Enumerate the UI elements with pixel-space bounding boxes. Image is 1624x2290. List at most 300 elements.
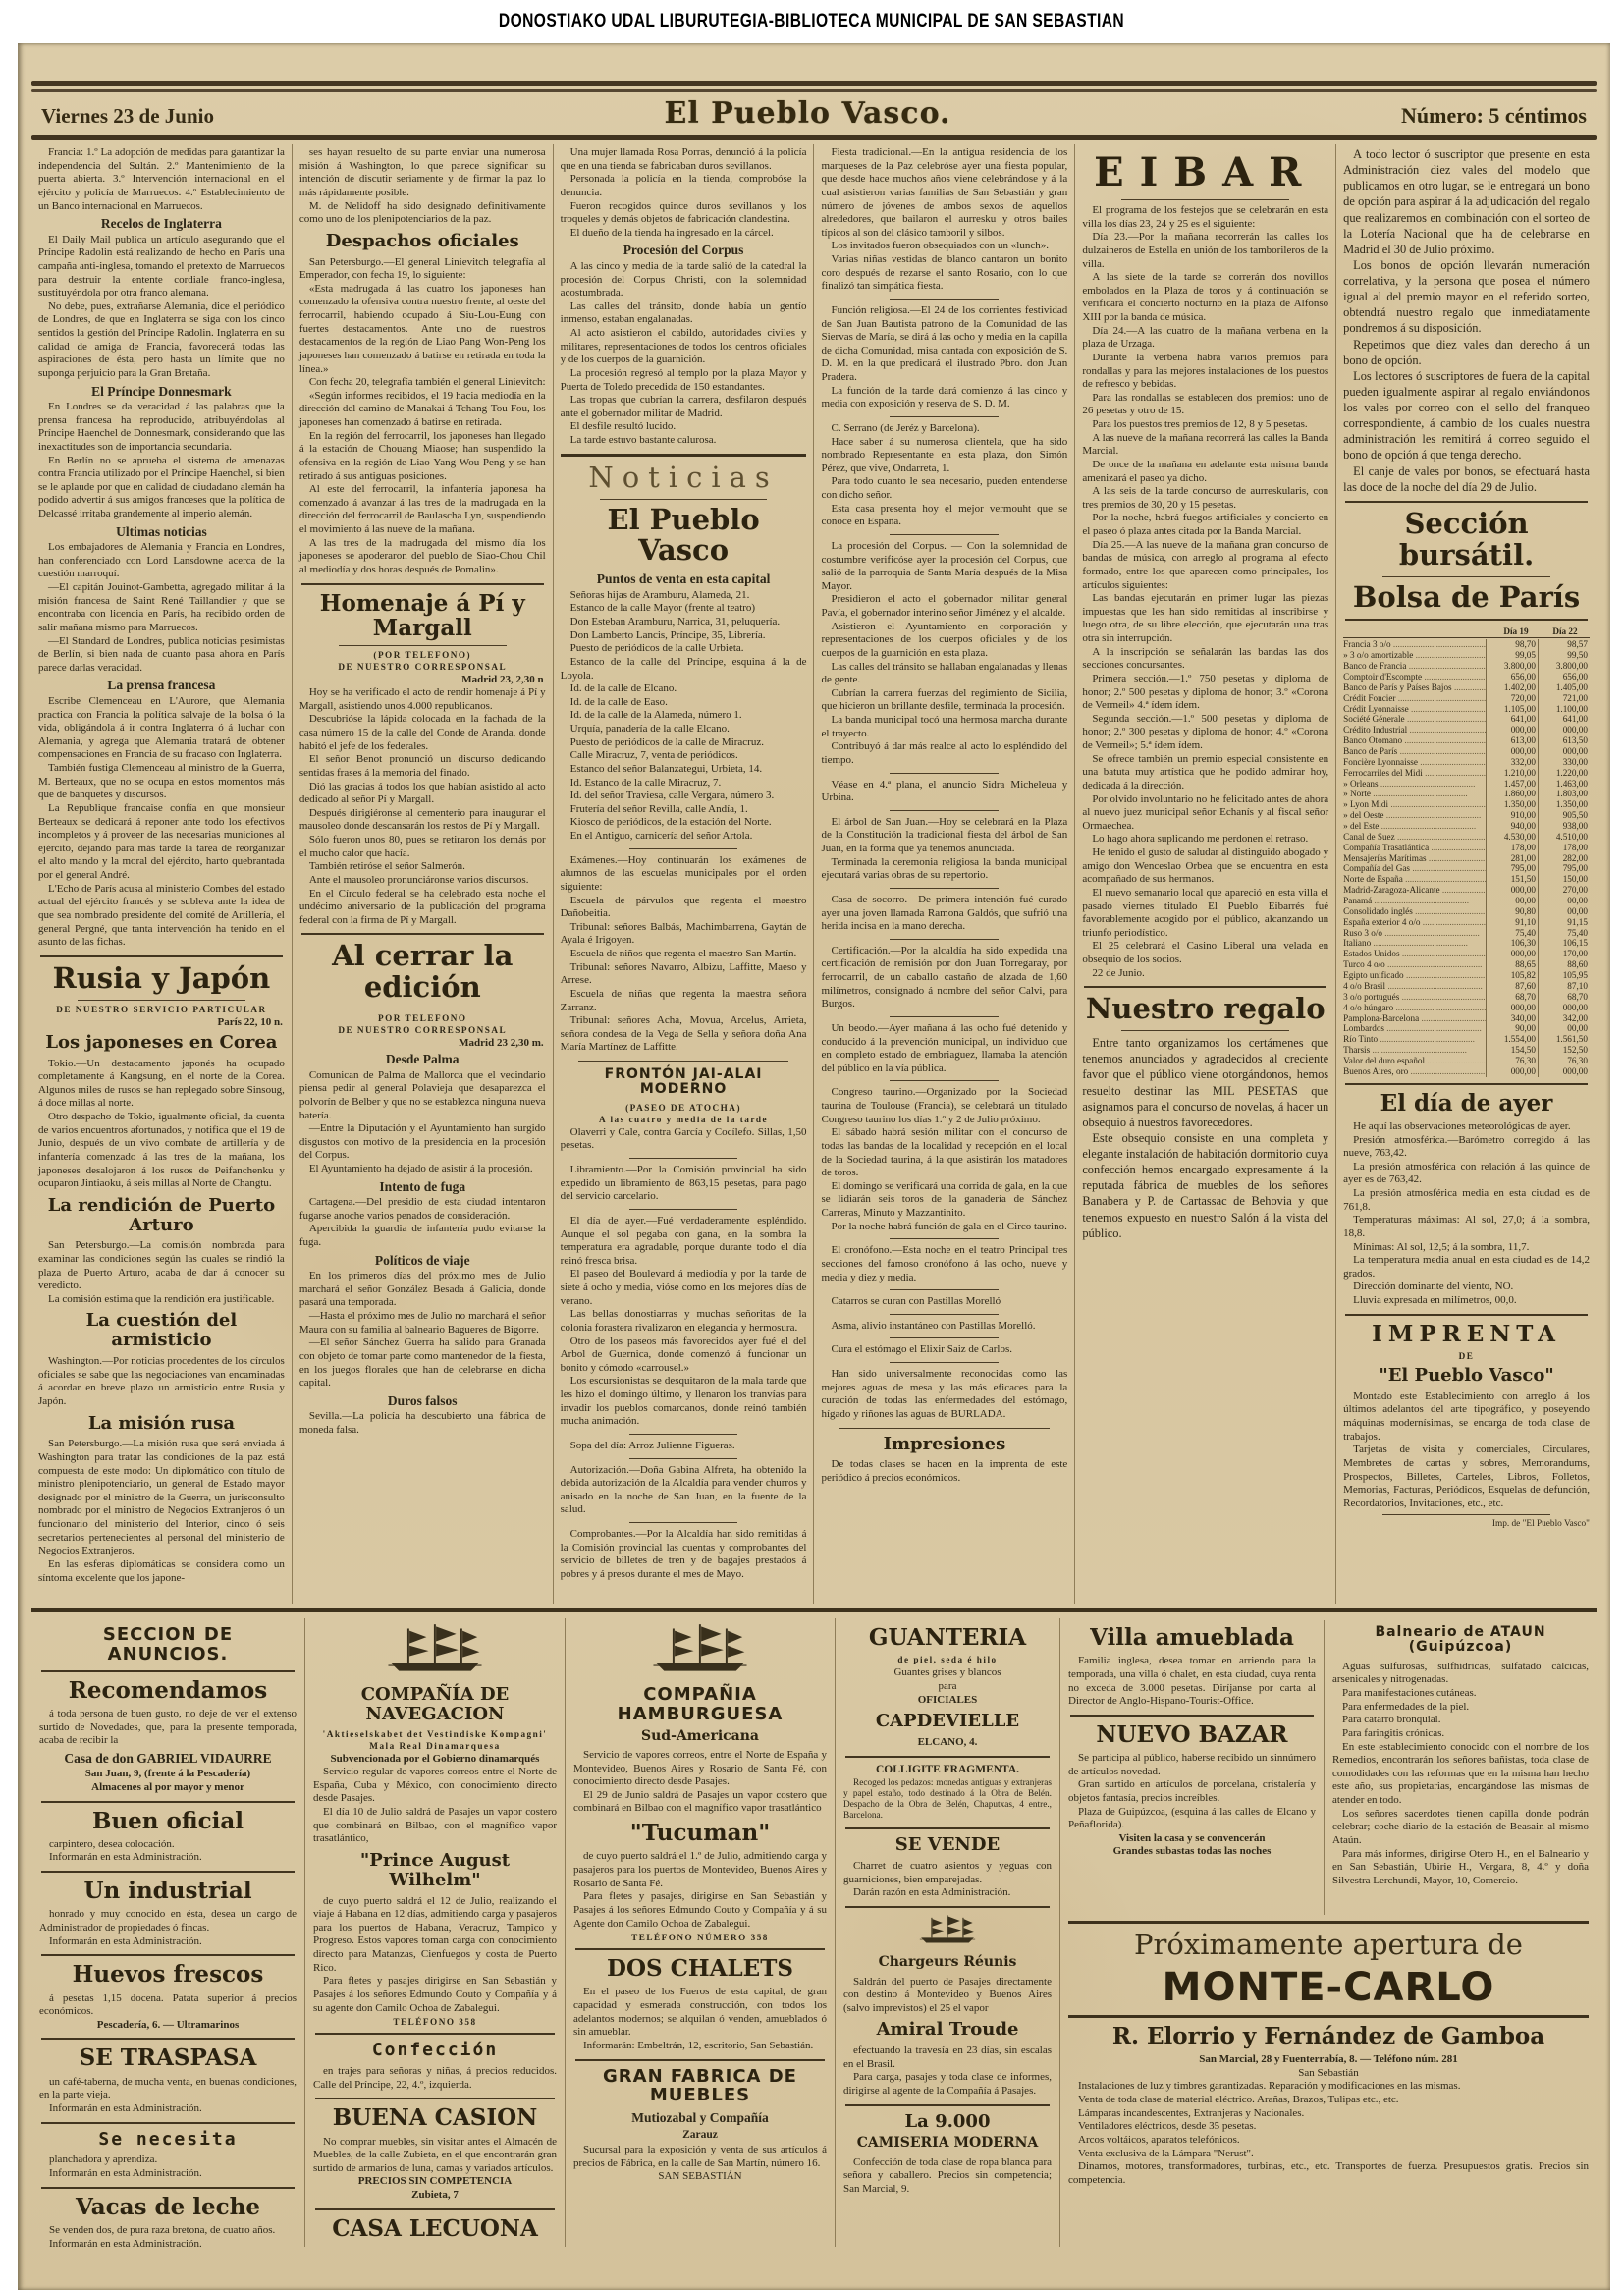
block-rule <box>41 1954 295 1956</box>
block-rule <box>41 2038 295 2040</box>
bolsa-row-label: Ferrocarriles del Midi ..... <box>1343 768 1486 779</box>
bolsa-row-value: 905,50 <box>1538 810 1590 821</box>
table-row <box>1343 672 1590 682</box>
bolsa-row-value: 000,00 <box>1538 746 1590 757</box>
block-p: Contribuyó á dar más realce al acto lo espléndido del tiempo. <box>821 740 1068 766</box>
elorrio-gamboa-ad: R. Elorrio y Fernández de Gamboa <box>1111 2022 1545 2049</box>
bolsa-row-label: Buenos Aires, oro ..... <box>1343 1066 1486 1077</box>
block-p: Al este del ferrocarril, la infantería japonesa ha comenzado á avanzar á las tres de la madrugada en la dirección del ferrocarril de Baulascha Lyn, suspendiendo el movimiento á las nueve de la mañana. <box>298 483 546 536</box>
table-row <box>1343 789 1590 799</box>
monte-carlo-headline: MONTE-CARLO <box>1162 1964 1495 2010</box>
table-row <box>1343 1013 1590 1024</box>
bolsa-day-header: Día 19 <box>1503 627 1529 637</box>
block-rule <box>301 933 544 935</box>
block-rule <box>600 499 768 500</box>
table-row <box>1343 896 1590 906</box>
table-row <box>1343 906 1590 917</box>
block-h: Desde Palma <box>385 1052 460 1067</box>
balneario-ataun-ad: Balneario de ATAUN (Guipúzcoa) <box>1375 1624 1546 1656</box>
block-p: El 25 celebrará el Casino Liberal una velada en obsequio de los socios. <box>1082 940 1329 965</box>
bolsa-row-value: 88,65 <box>1486 959 1538 970</box>
tucuman-ad: "Tucuman" <box>629 1820 771 1847</box>
bolsa-row-value: 795,00 <box>1538 863 1590 874</box>
bolsa-row-label: Valor del duro español ..... <box>1343 1056 1486 1066</box>
block-p: ELCANO, 4. <box>917 1735 978 1748</box>
block-p: Fiesta tradicional.—En la antigua residencia de los marqueses de la Paz celebróse ayer una fiesta popular, que desde hace muchos años viene celebrándose y á la cual asistieron varias familias de San Sebastián y gran número de jóvenes de ambos sexos de aquellos alrededores, que bailaron el aurresku y otros bailes típicos al son del clásico tamboril y silbos. <box>821 146 1068 239</box>
bolsa-row-value: 330,00 <box>1538 757 1590 768</box>
bolsa-row-value: 1.220,00 <box>1538 768 1590 779</box>
block-p: Gran surtido en artículos de porcelana, cristalería y objetos fantasía, precios increíbles. <box>1068 1778 1316 1804</box>
block-p: También fustiga Clemenceau al ministro de la Guerra, M. Berteaux, que no se ocupa en estos momentos más que de banquetes y discursos. <box>38 762 285 801</box>
block-h: Procesión del Corpus <box>623 243 744 258</box>
table-row <box>1343 1003 1590 1013</box>
block-p: Hoy se ha verificado el acto de rendir homenaje á Pí y Margall, asistiendo unos 4.000 republicanos. <box>298 686 546 712</box>
table-row <box>1343 832 1590 843</box>
block-p: C. Serrano (de Jeréz y Barcelona). <box>831 421 980 434</box>
bolsa-row-value: 75,40 <box>1538 928 1590 939</box>
block-h: El Príncipe Donnesmark <box>91 383 232 399</box>
block-rule <box>629 1158 738 1159</box>
bolsa-row-value: 613,00 <box>1486 736 1538 746</box>
block-p: M. de Nelidoff ha sido designado definitivamente como uno de los plenipotenciarios de la paz. <box>298 199 546 226</box>
block-p: Olaverri y Cale, contra García y Cocílefo. Sillas, 1,50 pesetas. <box>560 1125 807 1152</box>
block-p: El señor Benot pronunció un discurso dedicando sentidas frases á la memoria del finado. <box>298 753 546 779</box>
bolsa-row-value: 4.530,00 <box>1486 832 1538 843</box>
block-p: Venta exclusiva de la Lámpara "Nerust". <box>1078 2147 1254 2159</box>
block-p: El sábado habrá sesión militar con el concurso de todas las bandas de la localidad y recepción en el local de la Sociedad taurina, á la que asistirán los matadores de toros. <box>821 1126 1068 1179</box>
block-p: A las seis de la tarde concurso de aurreskularis, con tres premios de 30, 20 y 15 pesetas. <box>1082 485 1329 511</box>
block-p: Recoged los pedazos: monedas antiguas y extranjeras y papel estaño, todo destinado á la Obra de Belén. Despacho de la Obra de Belén, Chaputxas, 4 entre., Barcelona. <box>843 1777 1052 1822</box>
capdevielle-ad: CAPDEVIELLE <box>875 1711 1020 1732</box>
block-p: No comprar muebles, sin visitar antes el Almacén de Muebles, de la calle Zubieta, en el que encontrarán gran surtido de armarios de luna, camas y variados artículos. <box>313 2135 557 2174</box>
block-p: Tarjetas de visita y comerciales, Circulares, Membretes de cartas y sobres, Memorandums, Prospectos, Billetes, Carteles, Libros, Folletos, Memorias, Facturas, Periódicos, Esquelas de defunción, Recordatorios, Invitaciones, etc., etc. <box>1343 1444 1590 1509</box>
block-p: Tribunal: señores Balbás, Machimbarrena, Gaytán de Ayala é Irigoyen. <box>560 920 807 947</box>
block-rule <box>41 1801 295 1803</box>
bolsa-row-value: 151,50 <box>1486 874 1538 885</box>
block-rule <box>629 1522 738 1523</box>
block-p: Véase en 4.ª plana, el anuncio Sidra Micheleua y Urbina. <box>821 778 1068 804</box>
block-p: Después dirigiéronse al cementerio para inaugurar el mausoleo donde descansarán los restos de Pí y Margall. <box>298 806 546 833</box>
block-p: Personada la policía en la tienda, comprobóse la denuncia. <box>560 173 807 198</box>
bolsa-row-label: Panamá ..... <box>1343 896 1486 906</box>
block-rule <box>629 1458 738 1459</box>
bolsa-row-value: 105,82 <box>1486 970 1538 981</box>
block-rule <box>1121 199 1289 200</box>
block-p: Los señores sacerdotes tienen capilla donde podrán celebrar; coche diario de la estación de Beasain al mismo Ataún. <box>1332 1807 1589 1846</box>
block-p: Francia: 1.º La adopción de medidas para garantizar la independencia del Sultán. 2.º Mantenimiento de la puerta abierta. 3.º Intervención internacional en el ejército y policía de Marruecos. 4.º Establecimiento de un Banco internacional en Marruecos. <box>38 146 285 212</box>
block-p: Kiosco de periódicos, de la estación del Norte. <box>569 816 772 829</box>
block-by: 'Aktieselskabet det Vestindiske Kompagni' <box>322 1728 548 1739</box>
block-p: Don Esteban Aramburu, Narrica, 31, peluquería. <box>569 616 781 628</box>
block-h: Políticos de viaje <box>374 1252 470 1268</box>
block-p: Informarán en esta Administración. <box>49 1851 202 1864</box>
un-industrial-ad: Un industrial <box>83 1878 252 1905</box>
ads-column-guanteria <box>836 1618 1060 2247</box>
se-vende-ad: SE VENDE <box>894 1834 1001 1856</box>
block-p: un café-taberna, de mucha venta, en buenas condiciones, en la parte vieja. <box>39 2075 297 2101</box>
casa-lecuona-ad: CASA LECUONA <box>332 2214 538 2242</box>
block-p: Subvencionada por el Gobierno dinamarqués <box>330 1752 540 1765</box>
block-dl: París 22, 10 n. <box>217 1015 283 1028</box>
block-rule <box>890 810 999 811</box>
bolsa-row-label: Río Tinto ..... <box>1343 1034 1486 1045</box>
bolsa-row-value: 4.510,00 <box>1538 832 1590 843</box>
block-p: Esta casa presenta hoy el mejor vermouht que se conoce en España. <box>821 502 1068 528</box>
bolsa-row-value: 178,00 <box>1486 843 1538 853</box>
block-p: Escuela de niñas que regenta la maestra señora Zarranz. <box>560 987 807 1013</box>
block-by: DE NUESTRO SERVICIO PARTICULAR <box>56 1004 267 1014</box>
bolsa-row-value: 721,00 <box>1538 693 1590 704</box>
block-p: Id. de la calle de Easo. <box>569 695 668 708</box>
block-p: Estanco de la calle del Príncipe, esquina á la de Loyola. <box>560 655 807 682</box>
block-rule <box>890 1362 999 1363</box>
bolsa-row-value: 75,40 <box>1486 928 1538 939</box>
bolsa-row-value: 000,00 <box>1538 1066 1590 1077</box>
block-rule <box>1382 1514 1550 1515</box>
bolsa-row-value: 910,00 <box>1486 810 1538 821</box>
bolsa-row-label: Société Génerale ..... <box>1343 714 1486 725</box>
block-p: Día 23.—Por la mañana recorrerán las calles los dulzaineros de Estella en unión de los tamborileros de la villa. <box>1082 231 1329 270</box>
bolsa-row-value: 000,00 <box>1538 725 1590 736</box>
block-p: A las cinco y media de la tarde salió de la catedral la procesión del Corpus Christi, con la solemnidad acostumbrada. <box>560 259 807 300</box>
block-p: Estanco del señor Balanzategui, Urbieta, 14. <box>569 762 763 775</box>
block-rule <box>890 1314 999 1315</box>
ads-villa-nuevo-bazar <box>1068 1620 1325 1915</box>
table-row <box>1343 970 1590 981</box>
block-p: Durante la verbena habrá varios premios para rondallas y para las mejores instalaciones de los puestos de refresco y bebidas. <box>1082 351 1329 391</box>
se-traspasa-ad: SE TRASPASA <box>79 2045 257 2072</box>
block-rule <box>78 1000 245 1001</box>
block-d: Despachos oficiales <box>325 230 519 251</box>
bolsa-row-label: Banco de París y Países Bajos ..... <box>1343 682 1486 693</box>
block-rule <box>845 1756 1050 1758</box>
block-p: El domingo se verificará una corrida de gala, en la que se lidiarán seis toros de la ganadería de Sánchez Carreras, Minuto y Mazzantinito. <box>821 1179 1068 1219</box>
block-p: Para fletes y pasajes dirigirse en San Sebastián y Pasajes á los señores Edmundo Couto y Compañía y á su agente don Camilo Ochoa de Zabalegui. <box>313 1975 557 2014</box>
block-by: (POR TELEFONO) <box>373 650 472 661</box>
seccion-bursatil-headline: Sección bursátil. <box>1398 506 1535 572</box>
table-row <box>1343 650 1590 661</box>
table-row <box>1343 928 1590 939</box>
block-p: Servicio regular de vapores correos entre el Norte de España, Cuba y México, con conocimiento directo desde Pasajes. <box>313 1766 557 1805</box>
table-row <box>1343 757 1590 768</box>
block-p: A las tres de la madrugada del mismo día los japoneses se apoderaron del pueblo de Siao-Chou Chil al mediodía y dos horas después de Pomalin». <box>298 536 546 575</box>
block-rule <box>890 1337 999 1338</box>
block-p: Día 24.—A las cuatro de la mañana verbena en la plaza de Urzaga. <box>1082 324 1329 351</box>
block-p: Almacenes al por mayor y menor <box>91 1780 244 1793</box>
bolsa-row-value: 90,80 <box>1486 906 1538 917</box>
el-dia-de-ayer-headline: El día de ayer <box>1380 1089 1553 1117</box>
block-rule <box>890 1238 999 1239</box>
bolsa-row-label: 4 o/o Brasil ..... <box>1343 981 1486 992</box>
bolsa-row-label: Norte de España ..... <box>1343 874 1486 885</box>
table-row <box>1343 1066 1590 1077</box>
block-p: á pesetas 1,15 docena. Patata superior á precios económicos. <box>39 1991 297 2018</box>
block-p <box>313 2246 557 2247</box>
block-p: Presidieron el acto el gobernador militar general Pavía, el gobernador interino señor Jiménez y el alcalde. <box>821 593 1068 619</box>
block-by: TELÉFONO 358 <box>393 2017 477 2028</box>
bolsa-row-value: 1.350,00 <box>1538 799 1590 810</box>
bolsa-row-label: Banco de Francia ..... <box>1343 661 1486 672</box>
block-rule <box>301 583 544 585</box>
table-row <box>1343 714 1590 725</box>
block-h: Puntos de venta en esta capital <box>596 572 771 587</box>
block-p: Id. del señor Traviesa, calle Vergara, número 3. <box>569 790 775 802</box>
block-p: Informarán: Embeltrán, 12, escritorio, San Sebastián. <box>583 2039 814 2051</box>
block-p: Washington.—Por noticias procedentes de los círculos oficiales se sabe que las negociaciones van encaminadas á acordar en breve plazo un armisticio entre Rusia y Japón. <box>38 1355 285 1407</box>
block-p: La tarde estuvo bastante calurosa. <box>569 434 717 447</box>
block-p: Señoras hijas de Aramburu, Alameda, 21. <box>569 588 750 601</box>
block-p: El nuevo semanario local que apareció en esta villa el pasado viernes titulado El Pueblo Eibarrés fué favorablemente acogido por el público, alcanzando un triunfo periodístico. <box>1082 886 1329 939</box>
block-h: Casa de don GABRIEL VIDAURRE <box>64 1750 272 1766</box>
table-row <box>1343 853 1590 864</box>
bolsa-row-label: Comptoir d'Escompte ..... <box>1343 672 1486 682</box>
block-rule <box>1121 1030 1289 1031</box>
block-p: Para catarro bronquial. <box>1342 1714 1441 1726</box>
top-rule-thick <box>31 81 1597 86</box>
block-p: Zubieta, 7 <box>411 2189 459 2202</box>
bolsa-row-value: 98,70 <box>1486 639 1538 650</box>
block-p: Por la noche habrá función de gala en el Circo taurino. <box>831 1220 1067 1232</box>
bolsa-row-value: 332,00 <box>1486 757 1538 768</box>
bolsa-de-paris-table <box>1343 627 1590 1076</box>
block-p: Apercibida la guardia de infantería pudo evitarse la fuga. <box>298 1223 546 1249</box>
block-p: Primera sección.—1.º 750 pesetas y diploma de honor; 2.º 500 pesetas y diploma de honor; 3.º «Corona de Vermeil» 4.ª ídem ídem. <box>1082 672 1329 712</box>
block-p: La procesión del Corpus. — Con la solemnidad de costumbre verificóse ayer la procesión del Corpus, que salió de la parroquia de Santa María después de la Misa Mayor. <box>821 539 1068 592</box>
block-p: Por olvido involuntario no he felicitado antes de ahora al nuevo juez municipal señor Echanís y al fiscal señor Ormaechea. <box>1082 792 1329 832</box>
table-row <box>1343 768 1590 779</box>
block-p: Repetimos que diez vales dan derecho á un bono de opción. <box>1343 337 1590 367</box>
block-p: Se ofrece también un premio especial consistente en una batuta muy artística que he podido admirar hoy, dedicada á la dirección. <box>1082 752 1329 791</box>
block-rule <box>1345 1083 1588 1085</box>
block-p: planchadora y aprendiza. <box>49 2154 158 2166</box>
compania-navegacion-ad: COMPAÑÍA DE NAVEGACION <box>360 1684 510 1724</box>
block-p: El día de ayer.—Fué verdaderamente espléndido. Aunque el sol pegaba con gana, en la sombra la temperatura era agradable, porque durante todo el día reinó fresca brisa. <box>560 1214 807 1267</box>
block-p: El programa de los festejos que se celebrarán en esta villa los días 23, 24 y 25 es el siguiente: <box>1082 204 1329 230</box>
bolsa-row-value: 68,70 <box>1538 992 1590 1003</box>
bolsa-row-value: 000,00 <box>1486 1066 1538 1077</box>
nuevo-bazar-ad: NUEVO BAZAR <box>1096 1720 1288 1748</box>
bolsa-de-paris-headline: Bolsa de París <box>1352 579 1581 614</box>
table-row <box>1343 843 1590 853</box>
block-rule <box>890 888 999 889</box>
bolsa-row-value: 106,15 <box>1538 938 1590 949</box>
table-row <box>1343 821 1590 832</box>
block-p: No debe, pues, extrañarse Alemania, dice el periódico de Londres, de que en Inglaterra se siga con los cinco sentidos la gestión del Príncipe Radolin. Inglaterra en su calidad de amiga de Francia, favorecerá todas las aspiraciones de ésta, pero hasta un límite que no suponga perjuicio para la Gran Bretaña. <box>38 300 285 379</box>
block-by: TELÉFONO NÚMERO 358 <box>631 1933 769 1943</box>
nuestro-regalo-headline: Nuestro regalo <box>1085 992 1326 1026</box>
block-p: Se venden dos, de pura raza bretona, de cuatro años. <box>49 2223 276 2236</box>
block-rule <box>839 1428 1050 1429</box>
bolsa-row-value: 88,60 <box>1538 959 1590 970</box>
recomendamos-ad: Recomendamos <box>68 1676 268 1704</box>
bolsa-row-value: 99,50 <box>1538 650 1590 661</box>
news-column-4 <box>814 144 1075 1604</box>
block-p: carpintero, desea colocación. <box>49 1837 175 1850</box>
block-p: El desfile resultó lucido. <box>569 420 677 433</box>
block-dl: Madrid 23 2,30 m. <box>459 1037 544 1050</box>
block-p: He aquí las observaciones meteorológicas de ayer. <box>1353 1119 1571 1132</box>
table-row <box>1343 725 1590 736</box>
block-p: Confección de toda clase de ropa blanca para señora y caballero. Precios sin competencia; San Marcial, 9. <box>843 2155 1052 2196</box>
bolsa-row-label: Pamplona-Barcelona ..... <box>1343 1013 1486 1024</box>
bolsa-row-value: 98,57 <box>1538 639 1590 650</box>
block-p: Visiten la casa y se convencerán <box>1118 1831 1266 1844</box>
block-p: Dinamos, motores, transformadores, turbinas, etc., etc. Transportes de fuerza. Presupuestos gratis. Precios sin competencia. <box>1068 2160 1589 2186</box>
bolsa-row-value: 613,50 <box>1538 736 1590 746</box>
block-p: de cuyo puerto saldrá el 1.º de Julio, admitiendo carga y pasajeros para los puertos de Montevideo, Buenos Aires y Rosario de Santa Fé. <box>573 1850 827 1889</box>
bolsa-row-value: 00,00 <box>1538 1023 1590 1034</box>
news-column-6 <box>1336 144 1597 1604</box>
block-p: Id. de la calle de Elcano. <box>569 682 677 695</box>
ads-balneario-ataun <box>1325 1620 1589 1915</box>
block-dl: Madrid 23, 2,30 n <box>461 674 544 686</box>
bolsa-row-value: 1.100,00 <box>1538 704 1590 715</box>
block-p: En los primeros días del próximo mes de Julio marchará el señor González Besada á Galicia, donde pasará una temporada. <box>298 1270 546 1309</box>
block-p: Venta de toda clase de material eléctrico. Arañas, Brazos, Tulipas etc., etc. <box>1078 2094 1399 2106</box>
masthead <box>31 92 1597 133</box>
block-p: Escuela de párvulos que regenta el maestro Dañobeitia. <box>560 894 807 920</box>
proximamente-apertura-headline: Próximamente apertura de <box>1134 1928 1523 1961</box>
bolsa-row-value: 105,95 <box>1538 970 1590 981</box>
bolsa-row-value: 938,00 <box>1538 821 1590 832</box>
block-d: La rendición de Puerto Arturo <box>47 1194 276 1235</box>
block-p: Dió las gracias á todos los que habían asistido al acto dedicado al señor Pí y Margall. <box>298 780 546 806</box>
block-p: Catarros se curan con Pastillas Morelló <box>831 1295 1001 1308</box>
block-p: Cubrían la carrera fuerzas del regimiento de Sicilia, que hicieron un brillante desfile, terminada la procesión. <box>821 686 1068 713</box>
bolsa-row-value: 641,00 <box>1486 714 1538 725</box>
block-p: 22 de Junio. <box>1092 966 1145 979</box>
block-rule <box>41 1670 295 1672</box>
block-p: Montado este Establecimiento con arreglo á los últimos adelantos del arte tipográfico, y poseyendo máquinas modernísimas, se encarga de toda clase de trabajos. <box>1343 1390 1590 1443</box>
block-p: Hace saber á su numerosa clientela, que ha sido nombrado Representante en esta plaza, don Simón Pérez, que vive, Ondarreta, 1. <box>821 435 1068 474</box>
table-row <box>1343 949 1590 959</box>
block-p: Autorización.—Doña Gabina Alfreta, ha obtenido la debida autorización de la Alcaldía para vender churros y anisado en la noche de San Juan, en la fuente de la salud. <box>560 1463 807 1516</box>
block-p: Exámenes.—Hoy continuarán los exámenes de alumnos de las escuelas municipales por el orden siguiente: <box>560 853 807 893</box>
bolsa-row-value: 87,10 <box>1538 981 1590 992</box>
block-rule <box>845 2104 1050 2106</box>
block-by: POR TELEFONO <box>377 1013 467 1024</box>
block-p: Informarán en esta Administración. <box>49 2101 202 2114</box>
masthead-price: Número: 5 céntimos <box>1401 103 1587 128</box>
bolsa-row-value: 1.402,00 <box>1486 682 1538 693</box>
block-rule <box>41 2122 295 2124</box>
block-p: Sevilla.—La policía ha descubierto una fábrica de moneda falsa. <box>298 1410 546 1436</box>
dos-chalets-ad: DOS CHALETS <box>607 1955 793 1983</box>
block-p: Una mujer llamada Rosa Porras, denunció á la policía que en una tienda se fabricaban duros sevillanos. <box>560 146 807 172</box>
bolsa-row-label: » 3 o/o amortizable ..... <box>1343 650 1486 661</box>
block-p: PRECIOS SIN COMPETENCIA <box>357 2175 513 2188</box>
la-9000-ad: La 9.000 <box>904 2110 991 2132</box>
block-p: San Petersburgo.—La misión rusa que será enviada á Washington para tratar las condiciones de la paz está compuesta de este modo: Un diplomático con título de ministro plenipotenciario, un general de Estado mayor designado por el ministro de la Guerra, un jurisconsulto nombrado por el ministro de Negocios Extranjeros ó un funcionario del ministerio del Interior, cinco ó seis secretarios pertenecientes al personal del ministerio de Negocios Extranjeros. <box>38 1438 285 1557</box>
masthead-title: El Pueblo Vasco. <box>664 96 951 131</box>
bolsa-row-value: 87,60 <box>1486 981 1538 992</box>
block-p: Sopa del día: Arroz Julienne Figueras. <box>569 1439 735 1451</box>
bolsa-day-header: Día 22 <box>1552 627 1578 637</box>
bolsa-row-value: 000,00 <box>1486 949 1538 959</box>
block-rule <box>561 454 807 457</box>
block-p: Informarán en esta Administración. <box>49 2237 202 2247</box>
block-p: Id. Estanco de la calle Miracruz, 7. <box>569 776 722 789</box>
block-p: Un beodo.—Ayer mañana á las ocho fué detenido y conducido á la prevención municipal, un individuo que en completo estado de embriaguez, llamaba la atención del público en la vía pública. <box>821 1021 1068 1074</box>
bolsa-row-value: 641,00 <box>1538 714 1590 725</box>
bolsa-row-value: 656,00 <box>1538 672 1590 682</box>
bolsa-row-value: 170,00 <box>1538 949 1590 959</box>
bolsa-row-value: 178,00 <box>1538 843 1590 853</box>
block-p: El cronófono.—Esta noche en el teatro Principal tres secciones del famoso cronófono á las ocho, nueve y media y diez y media. <box>821 1244 1068 1283</box>
block-d: La cuestión del armisticio <box>85 1310 238 1351</box>
bolsa-row-value: 00,00 <box>1486 896 1538 906</box>
block-rule <box>339 645 507 646</box>
block-by: A las cuatro y media de la tarde <box>599 1114 769 1124</box>
block-h: Ultimas noticias <box>116 523 207 539</box>
block-p: A las siete de la tarde se correrán dos novillos embolados en la Plaza de toros y á continuación se verificará el concierto nocturno en la plaza de Alfonso XIII por la banda de música. <box>1082 271 1329 323</box>
bolsa-row-label: » del Oeste ..... <box>1343 810 1486 821</box>
block-p: A todo lector ó suscriptor que presente en esta Administración diez vales del modelo que publicamos en otro lugar, se le entregará un bono de opción para aspirar á la adjudicación del regalo que realizaremos en combinación con el sorteo de la Lotería Nacional que ha de celebrarse en Madrid el 30 de Julio próximo. <box>1343 147 1590 256</box>
block-p: Calle Miracruz, 7, venta de periódicos. <box>569 749 738 762</box>
block-p: A las nueve de la mañana recorrerá las calles la Banda Marcial. <box>1082 431 1329 458</box>
block-p: A la inscripción se señalarán las bandas las dos secciones concursantes. <box>1082 645 1329 672</box>
block-p: Para carga, pasajes y toda clase de informes, dirigirse al agente de la Compañía á Pasajes. <box>843 2071 1052 2098</box>
block-rule <box>629 848 738 849</box>
block-p: Con fecha 20, telegrafía también el general Linievitch: <box>308 376 546 389</box>
block-rule <box>890 299 999 300</box>
block-p: San Marcial, 28 y Fuenterrabía, 8. — Teléfono núm. 281 <box>1199 2053 1458 2066</box>
block-p: He tenido el gusto de saludar al distinguido abogado y amigo don Wenceslao Orbea que se encuentra en esta acompañado de sus hermanos. <box>1082 846 1329 886</box>
block-p: Charret de cuatro asientos y yeguas con guarniciones, bien emparejadas. <box>843 1860 1052 1885</box>
bolsa-row-value: 270,00 <box>1538 885 1590 896</box>
block-p: El 29 de Junio saldrá de Pasajes un vapor costero que combinará en Bilbao con el magnífico vapor trasatlántico <box>573 1788 827 1815</box>
ads-column-navegacion <box>305 1618 566 2247</box>
block-p: Informarán en esta Administración. <box>49 2167 202 2180</box>
bolsa-row-value: 1.554,00 <box>1486 1034 1538 1045</box>
bolsa-row-label: España exterior 4 o/o ..... <box>1343 917 1486 928</box>
block-p: Las calles del tránsito, donde había un gentío inmenso, estaban engalanadas. <box>560 300 807 326</box>
ads-monte-carlo-wide <box>1068 1921 1589 2187</box>
block-p: —Hasta el próximo mes de Julio no marchará el señor Maura con su familia al balneario Bagueres de Bigorre. <box>298 1310 546 1336</box>
bolsa-row-value: 76,30 <box>1486 1056 1538 1066</box>
bolsa-row-label: Madrid-Zaragoza-Alicante ..... <box>1343 885 1486 896</box>
block-p: Comprobantes.—Por la Alcaldía han sido remitidas á la Comisión provincial las cuentas y comprobantes del servicio de billetes de tren y de bagajes prestados á pobres y á presos durante el mes de Mayo. <box>560 1528 807 1580</box>
block-p: El canje de vales por bonos, se efectuará hasta las doce de la noche del día 29 de Julio. <box>1343 463 1590 494</box>
rusia-y-japon-headline: Rusia y Japón <box>52 960 271 995</box>
block-p: Por la noche, habrá fuegos artificiales y concierto en el paseo ó plaza antes citada por la Banda Marcial. <box>1082 512 1329 537</box>
block-rule <box>1068 2015 1589 2018</box>
bolsa-row-label: Consolidado inglés ..... <box>1343 906 1486 917</box>
bolsa-row-value: 1.463,00 <box>1538 779 1590 790</box>
noticias-headline: Noticias <box>588 460 779 494</box>
bolsa-row-value: 1.457,00 <box>1486 779 1538 790</box>
bolsa-row-label: Foncière Lyonnaisse ..... <box>1343 757 1486 768</box>
bolsa-row-value: 000,00 <box>1538 1003 1590 1013</box>
bolsa-row-label: 4 o/o húngaro ..... <box>1343 1003 1486 1013</box>
buen-oficial-ad: Buen oficial <box>92 1807 244 1834</box>
block-p: Para todo cuanto le sea necesario, pueden entenderse con dicho señor. <box>821 475 1068 501</box>
block-p: Varias niñas vestidas de blanco cantaron un bonito coro después de rezarse el santo Rosario, con lo que finalizó tan simpática fiesta. <box>821 253 1068 293</box>
block-p: Congreso taurino.—Organizado por la Sociedad taurina de Toulouse (Francia), se celebrará un titulado Congreso taurino los días 1.º y 2 de Julio próximo. <box>821 1086 1068 1125</box>
bolsa-row-value: 1.860,00 <box>1486 789 1538 799</box>
block-p: Este obsequio consiste en una completa y elegante instalación de habitación dormitorio cuya confección hemos encargado expresamente á la reputada fábrica de muebles de los señores Banabera y P. de Cartassac de Behovia y que tenemos expuesto en nuestro Salón á la vista del público. <box>1082 1130 1329 1240</box>
block-d: Los japoneses en Corea <box>45 1031 278 1053</box>
bolsa-row-value: 99,05 <box>1486 650 1538 661</box>
block-h: Intento de fuga <box>379 1178 466 1194</box>
bolsa-row-label: Tharsis ..... <box>1343 1045 1486 1056</box>
block-h: Recelos de Inglaterra <box>100 216 222 232</box>
block-p: Para faringitis crónicas. <box>1342 1726 1445 1739</box>
ship-engraving-icon <box>843 1914 1052 1950</box>
block-p: SAN SEBASTIÁN <box>658 2170 742 2183</box>
bolsa-row-value: 795,00 <box>1486 863 1538 874</box>
bolsa-row-value: 91,15 <box>1538 917 1590 928</box>
